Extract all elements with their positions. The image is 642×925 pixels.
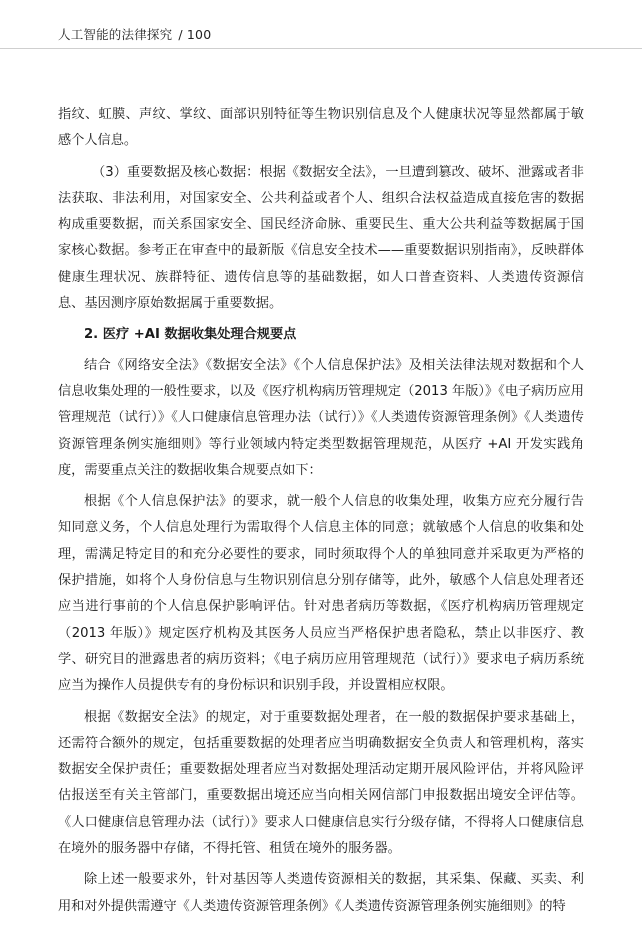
book-title: 人工智能的法律探究 xyxy=(58,27,173,42)
paragraph-genetic-resources: 除上述一般要求外，针对基因等人类遗传资源相关的数据，其采集、保藏、买卖、利用和对外提供需遵守《人类遗传资源管理条例》《人类遗传资源管理条例实施细则》的特 xyxy=(58,872,584,914)
page-number: / 100 xyxy=(178,27,212,42)
paragraph-important-data: （3）重要数据及核心数据：根据《数据安全法》，一旦遭到篡改、破坏、泄露或者非法获取、非法利用，对国家安全、公共利益或者个人、组织合法权益造成直接危害的数据构成重要数据，而关系国家安全、国民经济命脉、重要民生、重大公共利益等数据属于国家核心数据。参考正在审查中的最新版《信息安全技术——重要数据识别指南》，反映群体健康生理状况、族群特征、遗传信息等的基础数据，如人口普查资料、人类遗传资源信息、基因测序原始数据属于重要数据。 xyxy=(58,164,584,312)
paragraph-personal-info-protection: 根据《个人信息保护法》的要求，就一般个人信息的收集处理，收集方应充分履行告知同意义务，个人信息处理行为需取得个人信息主体的同意；就敏感个人信息的收集和处理，需满足特定目的和充分必要性的要求，同时须取得个人的单独同意并采取更为严格的保护措施，如将个人身份信息与生物识别信息分别存储等，此外，敏感个人信息处理者还应当进行事前的个人信息保护影响评估。针对患者病历等数据，《医疗机构病历管理规定（2013 年版）》规定医疗机构及其医务人员应当严格保护患者隐私，禁止以非医疗、教学、研究目的泄露患者的病历资料；《电子病历应用管理规范（试行）》要求电子病历系统应当为操作人员提供专有的身份标识和识别手段，并设置相应权限。 xyxy=(58,494,584,694)
header-divider xyxy=(0,48,642,49)
paragraph-data-security-law: 根据《数据安全法》的规定，对于重要数据处理者，在一般的数据保护要求基础上，还需符合额外的规定，包括重要数据的处理者应当明确数据安全负责人和管理机构，落实数据安全保护责任；重要数据处理者应当对数据处理活动定期开展风险评估，并将风险评估报送至有关主管部门，重要数据出境还应当向相关网信部门申报数据出境安全评估等。《人口健康信息管理办法（试行）》要求人口健康信息实行分级存储，不得将人口健康信息在境外的服务器中存储，不得托管、租赁在境外的服务器。 xyxy=(58,709,584,857)
section-heading: 2. 医疗 +AI 数据收集处理合规要点 xyxy=(84,327,297,343)
paragraph-compliance-overview: 结合《网络安全法》《数据安全法》《个人信息保护法》及相关法律法规对数据和个人信息收集处理的一般性要求，以及《医疗机构病历管理规定（2013 年版）》《电子病历应用管理规范（试行）》《人口健康信息管理办法（试行）》《人类遗传资源管理条例》《人类遗传资源管理条例实施细则》等行业领域内特定类型数据管理规范，从医疗 +AI 开发实践角度，需要重点关注的数据收集合规要点如下： xyxy=(58,357,584,478)
paragraph-sensitive-info-continued: 指纹、虹膜、声纹、掌纹、面部识别特征等生物识别信息及个人健康状况等显然都属于敏感个人信息。 xyxy=(58,107,584,149)
running-header xyxy=(58,25,211,43)
document-body xyxy=(58,102,584,925)
